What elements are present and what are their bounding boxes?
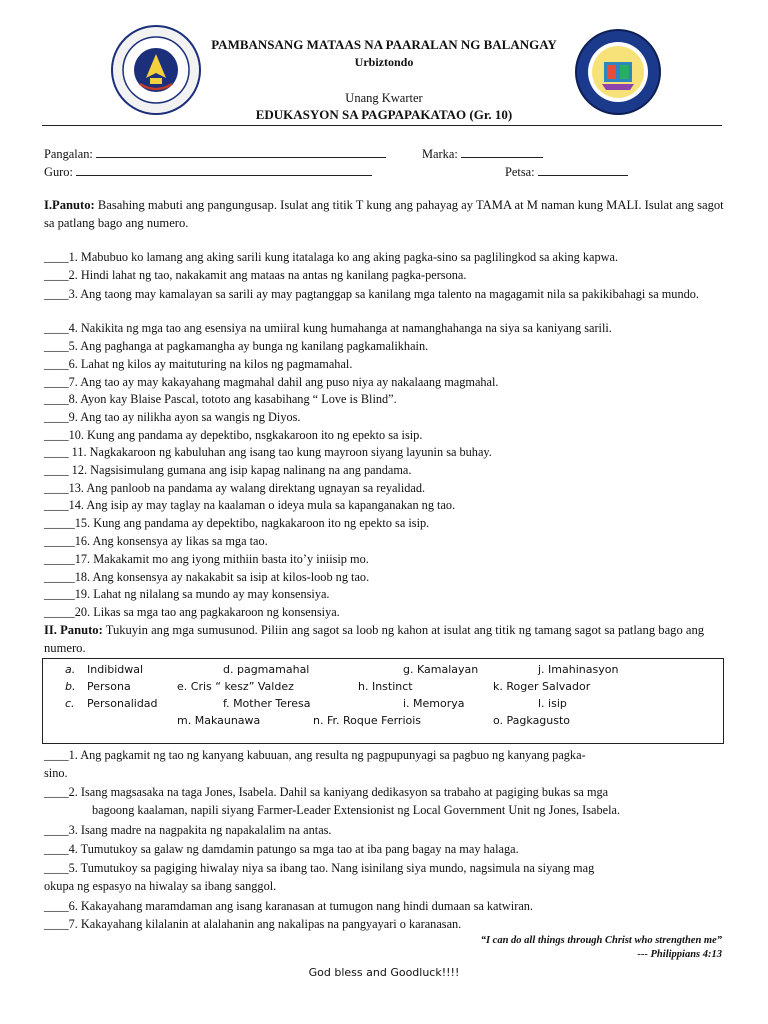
choice-o: o. Pagkagusto <box>493 714 571 727</box>
list-item: ____4. Tumutukoy sa galaw ng damdamin patungo sa mga tao at iba pang bagay na may halaga. <box>44 842 519 856</box>
list-item-cont: okupa ng espasyo na hiwalay sa ibang sanggol. <box>44 879 277 893</box>
date-label: Petsa: <box>505 165 535 179</box>
choice-j: j. Imahinasyon <box>538 663 619 676</box>
list-item: _____20. Likas sa mga tao ang pagkakaroon ng konsensiya. <box>44 605 340 619</box>
score-blank[interactable] <box>461 146 543 158</box>
name-blank[interactable] <box>96 146 386 158</box>
name-label: Pangalan: <box>44 147 93 161</box>
bible-quote: “I can do all things through Christ who strengthen me” <box>480 935 722 946</box>
list-item: ____10. Kung ang pandama ay depektibo, nsgkakaroon ito ng epekto sa isip. <box>44 428 423 442</box>
list-item: _____17. Makakamit mo ang iyong mithiin basta ito’y iniisip mo. <box>44 552 369 566</box>
choice-k: k. Roger Salvador <box>493 680 591 693</box>
list-item: _____19. Lahat ng nilalang sa mundo ay may konsensiya. <box>44 587 330 601</box>
list-item: ____3. Ang taong may kamalayan sa sarili ay may pagtanggap sa kanilang mga talento na magagamit nila sa pakikibahagi sa mundo. <box>44 287 699 301</box>
teacher-field[interactable] <box>44 164 372 180</box>
choice-i: i. Memorya <box>403 697 465 710</box>
list-item: ____5. Ang paghanga at pagkamangha ay bunga ng kanilang pagkamalikhain. <box>44 339 429 353</box>
part1-instructions <box>44 197 724 232</box>
list-item: ____9. Ang tao ay nilikha ayon sa wangis ng Diyos. <box>44 410 301 424</box>
choice-b-letter: b. <box>65 680 76 693</box>
choice-a-letter: a. <box>65 663 76 676</box>
list-item: ____14. Ang isip ay may taglay na kaalaman o ideya mula sa kapanganakan ng tao. <box>44 498 456 512</box>
part1-label: I.Panuto: <box>44 198 95 212</box>
subject-title: EDUKASYON SA PAGPAPAKATAO (Gr. 10) <box>255 107 513 122</box>
choice-l: l. isip <box>538 697 567 710</box>
choice-c-letter: c. <box>65 697 75 710</box>
list-item: ____2. Isang magsasaka na taga Jones, Isabela. Dahil sa kaniyang dedikasyon sa trabaho at pagiging bukas sa mga <box>44 785 609 799</box>
choice-a: Indibidwal <box>87 663 144 676</box>
choice-c: Personalidad <box>87 697 158 710</box>
list-item: ____5. Tumutukoy sa pagiging hiwalay niya sa ibang tao. Nang isinilang siya mundo, nagsimula na siyang mag <box>44 861 595 875</box>
choices-box <box>42 658 724 744</box>
score-label: Marka: <box>422 147 458 161</box>
date-field[interactable] <box>505 164 628 180</box>
name-field[interactable] <box>44 146 386 162</box>
list-item: ____6. Kakayahang maramdaman ang isang karanasan at tumugon nang hindi dumaan sa katwiran. <box>44 899 533 913</box>
choice-f: f. Mother Teresa <box>223 697 311 710</box>
score-field[interactable] <box>422 146 543 162</box>
list-item: ____3. Isang madre na nagpakita ng napakalalim na antas. <box>44 823 332 837</box>
header-divider <box>42 125 722 126</box>
list-item: ____2. Hindi lahat ng tao, nakakamit ang mataas na antas ng kanilang pagka-persona. <box>44 268 467 282</box>
quarter-label: Unang Kwarter <box>345 91 423 105</box>
list-item: ____13. Ang panloob na pandama ay walang direktang ugnayan sa reyalidad. <box>44 481 426 495</box>
part2-instructions <box>44 622 724 657</box>
list-item: _____15. Kung ang pandama ay depektibo, nagkakaroon ito ng epekto sa isip. <box>44 516 430 530</box>
list-item: ____1. Mabubuo ko lamang ang aking sarili kung itatalaga ko ang aking pagka-sino sa paglilingkod sa aking kapwa. <box>44 250 619 264</box>
choice-d: d. pagmamahal <box>223 663 310 676</box>
choice-h: h. Instinct <box>358 680 413 693</box>
list-item: ____7. Kakayahang kilalanin at alalahanin ang nakalipas na pangyayari o karanasan. <box>44 917 462 931</box>
choice-b: Persona <box>87 680 131 693</box>
choice-g: g. Kamalayan <box>403 663 479 676</box>
teacher-blank[interactable] <box>76 164 372 176</box>
closing-message: God bless and Goodluck!!!! <box>308 966 460 979</box>
choice-m: m. Makaunawa <box>177 714 261 727</box>
list-item: ____4. Nakikita ng mga tao ang esensiya na umiiral kung humahanga at namanghahanga na siya sa kaniyang sarili. <box>44 321 612 335</box>
list-item: ____7. Ang tao ay may kakayahang magmahal dahil ang puso niya ay nakalaang magmahal. <box>44 375 499 389</box>
list-item: ____1. Ang pagkamit ng tao ng kanyang kabuuan, ang resulta ng pagpupunyagi sa pagbuo ng kanyang pagka- <box>44 748 586 762</box>
school-name: PAMBANSANG MATAAS NA PAARALAN NG BALANGAY <box>211 37 557 52</box>
list-item: _____18. Ang konsensya ay nakakabit sa isip at kilos-loob ng tao. <box>44 570 370 584</box>
list-item-cont: bagoong kaalaman, napili siyang Farmer-Leader Extensionist ng Local Government Unit ng Jones, Isabela. <box>92 803 621 817</box>
date-blank[interactable] <box>538 164 628 176</box>
choice-e: e. Cris “ kesz” Valdez <box>177 680 294 693</box>
part1-text: Basahing mabuti ang pangungusap. Isulat ang titik T kung ang pahayag ay TAMA at M naman kung MALI. Isulat ang sagot sa patlang bago ang numero. <box>44 198 724 230</box>
teacher-label: Guro: <box>44 165 73 179</box>
list-item: ____8. Ayon kay Blaise Pascal, tototo ang kasabihang “ Love is Blind”. <box>44 392 397 406</box>
part2-label: II. Panuto: <box>44 623 103 637</box>
part2-text: Tukuyin ang mga sumusunod. Piliin ang sagot sa loob ng kahon at isulat ang titik ng tamang sagot sa patlang bago ang numero. <box>44 623 705 655</box>
list-item: ____ 12. Nagsisimulang gumana ang isip kapag nalinang na ang pandama. <box>44 463 412 477</box>
list-item: ____6. Lahat ng kilos ay maituturing na kilos ng pagmamahal. <box>44 357 353 371</box>
list-item: _____16. Ang konsensya ay likas sa mga tao. <box>44 534 268 548</box>
bible-quote-source: --- Philippians 4:13 <box>637 949 722 960</box>
choice-n: n. Fr. Roque Ferriois <box>313 714 422 727</box>
town-name: Urbiztondo <box>354 55 414 69</box>
list-item-cont: sino. <box>44 766 68 780</box>
list-item: ____ 11. Nagkakaroon ng kabuluhan ang isang tao kung mayroon siyang layunin sa buhay. <box>44 445 492 459</box>
